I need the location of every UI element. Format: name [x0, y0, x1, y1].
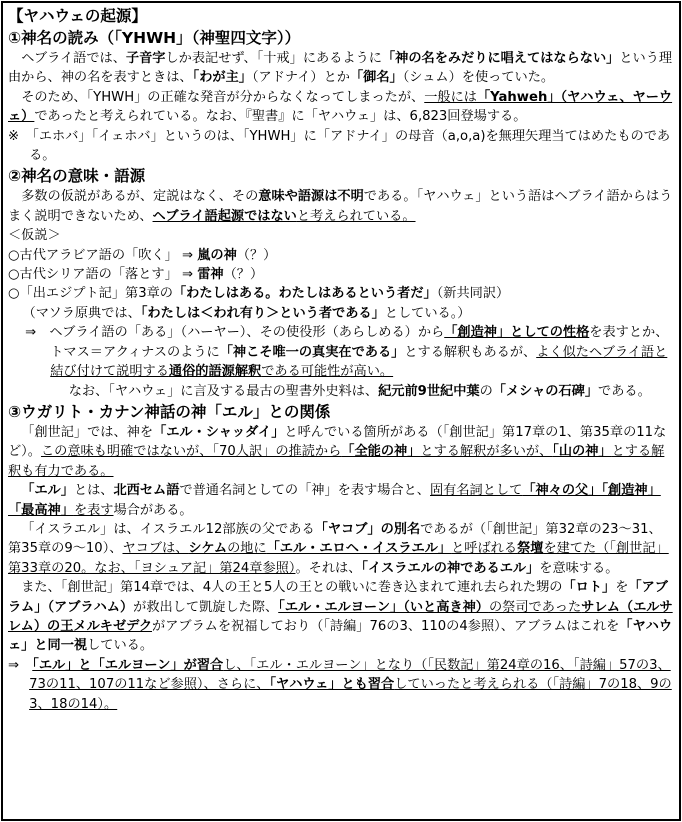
- text: なお、「ヤハウェ」に言及する最古の聖書外史料は、: [68, 383, 379, 399]
- emphasis: 通俗的語源解釈: [168, 364, 262, 380]
- text: また、「創世記」第14章では、4人の王と5人の王との戦いに巻き込まれて連れ去られた甥の: [21, 580, 563, 596]
- text: という理由から、神の名を表すときは、: [8, 51, 673, 86]
- text: を表すとか、トマス＝アクィナスのように: [50, 325, 669, 360]
- text: ⇒ ヘブライ語の「ある」（ハーヤー）、その使役形（あらしめる）から: [25, 325, 445, 341]
- emphasis: 「アブラム」（アブラハム）: [8, 580, 668, 615]
- text: 多数の仮説があるが、定説はなく、その: [21, 189, 259, 205]
- section-1-paragraph-2: [8, 88, 674, 127]
- section-3-heading: ③ウガリト・カナン神話の神「エル」との関係: [8, 402, 331, 421]
- emphasis: サレム（エルサレム）の王メルキゼデク: [8, 599, 673, 634]
- text: を: [615, 580, 629, 596]
- emphasis: 「神こそ唯一の真実在である」: [219, 344, 405, 360]
- section-1-paragraph-1: [8, 49, 674, 88]
- section-1-note: ※ 「エホバ」「イェホバ」というのは、「YHWH」に「アドナイ」の母音（a,o,a)を無理矢理当てはめたものである。: [8, 128, 671, 164]
- emphasis: 雷神: [197, 267, 224, 283]
- underlined: ヤコブは、: [122, 541, 189, 557]
- emphasis: 「創造神」としての性格: [444, 325, 590, 341]
- underlined: この意味も明確ではないが、「70人訳」の推読から: [40, 444, 342, 460]
- section-3-paragraph-4: [8, 578, 674, 656]
- underlined: とする解釈が多いが、: [420, 444, 553, 460]
- emphasis: 「エル・エロヘ・イスラエル」: [266, 541, 452, 557]
- emphasis: 「エル・シャッダイ」: [153, 424, 285, 440]
- text: 「イスラエル」は、イスラエル12部族の父である: [21, 521, 315, 537]
- emphasis: 「ロト」: [562, 580, 616, 596]
- hypothesis-3-masoretic: [8, 304, 674, 323]
- text: としている。）: [384, 305, 471, 321]
- text: が救出して凱旋した際、: [133, 599, 279, 615]
- text: の: [479, 383, 493, 399]
- underlined: である可能性が高い。: [261, 364, 394, 380]
- text: しか表記せず、「十戒」にあるように: [165, 51, 382, 66]
- text: を意味する。: [539, 560, 619, 576]
- section-2-tail-paragraph: [8, 382, 674, 401]
- text: （マソラ原典では、: [22, 305, 141, 321]
- text: とする解釈もあるが、: [404, 344, 537, 360]
- text: である。: [598, 383, 651, 399]
- underlined: し、「エル・エルヨーン」となり（「民数記」第24章の16、「詩編」57の3、73の11、107の11など参照）、さらに、: [29, 657, 671, 693]
- section-2-arrow-paragraph: [8, 323, 674, 381]
- text: （？）: [223, 267, 264, 283]
- text: である。「ヤハウェ」という語はヘブライ語からはうまく説明できないため、: [8, 189, 673, 224]
- text: ヘブライ語では、: [21, 51, 126, 66]
- text: 「創世記」では、神を: [21, 424, 154, 440]
- text: ○古代シリア語の「落とす」 ⇒: [8, 267, 198, 283]
- underlined: の地に: [227, 541, 267, 557]
- hypothesis-1: [8, 246, 674, 265]
- emphasis: 「神の名をみだりに唱えてはならない」: [382, 51, 620, 66]
- document-body: [3, 3, 679, 714]
- emphasis: 「神々の父」「創造神」「最高神」: [8, 483, 661, 518]
- emphasis: 「エル」: [21, 483, 74, 499]
- emphasis: 「山の神」: [552, 444, 612, 460]
- emphasis: ヘブライ語起源ではない: [152, 208, 297, 224]
- emphasis: 「ヤコブ」の別名: [314, 521, 421, 537]
- hypothesis-3: [8, 284, 674, 303]
- emphasis: シケム: [188, 541, 228, 557]
- emphasis: 「全能の神」: [341, 444, 421, 460]
- emphasis: 「わが主」: [192, 70, 252, 86]
- underlined: 固有名詞として: [430, 483, 523, 499]
- text: であるが（「創世記」第32章の23～31、第35章の9～10）、: [8, 521, 662, 557]
- document-frame: [1, 1, 681, 821]
- emphasis: 嵐の神: [197, 247, 237, 263]
- text: ○古代アラビア語の「吹く」 ⇒: [8, 247, 198, 263]
- underlined: していったと考えられる（「詩編」7の18、9の3、18の14）。: [29, 677, 672, 712]
- underlined: よく似たヘブライ語と結び付けて説明する: [50, 344, 668, 380]
- text: （シュム）を使っていた。: [402, 70, 555, 86]
- emphasis: 祭壇: [517, 541, 544, 557]
- section-3-paragraph-3: [8, 520, 674, 578]
- arrow-mark: ⇒: [8, 657, 33, 673]
- emphasis: 「わたしはある。わたしはあるという者だ」: [172, 286, 437, 302]
- emphasis: 「Yahweh」（ヤハウェ、ヤーウェ）: [8, 89, 673, 125]
- hypothesis-title: ＜仮説＞: [8, 228, 61, 244]
- text: と呼んでいる箇所がある（「創世記」第17章の1、第35章の11など）。: [8, 424, 667, 460]
- emphasis: 子音字: [125, 51, 166, 66]
- text: 場合がある。: [113, 502, 193, 518]
- emphasis: 「メシャの石碑」: [492, 383, 599, 399]
- section-2-heading: ②神名の意味・語源: [8, 167, 146, 186]
- underlined: とする解釈も有力である。: [8, 444, 665, 479]
- emphasis: 北西セム語: [113, 483, 180, 499]
- text: であったと考えられている。なお、『聖書』に「ヤハウェ」は、6,823回登場する。: [34, 109, 527, 125]
- emphasis: 紀元前9世紀中葉: [378, 383, 480, 399]
- emphasis: 意味や語源は不明: [258, 189, 364, 205]
- section-2-paragraph-1: [8, 187, 674, 226]
- emphasis: 「ヤハウェ」と同一視: [8, 618, 673, 654]
- text: がアブラムを祝福しており（「詩編」76の3、110の4参照）、アブラムはこれを: [152, 618, 620, 634]
- text: （？）: [236, 247, 277, 263]
- emphasis: 「エル」と「エルヨーン」が習合: [32, 657, 224, 673]
- emphasis: 「エル・エルヨーン」（いと高き神）: [278, 599, 489, 615]
- document-title: 【ヤハウェの起源】: [8, 7, 147, 25]
- section-1-heading: ①神名の読み（「YHWH」（神聖四文字））: [8, 29, 301, 47]
- underlined: 一般には: [424, 89, 477, 105]
- text: とは、: [73, 483, 114, 499]
- text: （アドナイ）とか: [251, 70, 350, 86]
- underlined: と考えられている。: [296, 208, 416, 224]
- section-3-paragraph-2: [8, 481, 674, 520]
- text: で普通名詞としての「神」を表す場合と、: [179, 483, 430, 499]
- underlined: を表す: [73, 502, 114, 518]
- emphasis: 「イスラエルの神であるエル」: [361, 560, 540, 576]
- underlined: と呼ばれる: [451, 541, 518, 557]
- text: （新共同訳）: [436, 286, 510, 302]
- underlined: の祭司であった: [488, 599, 582, 615]
- text: 。それは、: [295, 560, 362, 576]
- emphasis: 「わたしは＜われ有り＞という者である」: [140, 305, 385, 321]
- emphasis: 「ヤハウェ」とも習合: [269, 677, 395, 693]
- emphasis: 「御名」: [349, 70, 403, 86]
- hypothesis-2: [8, 265, 674, 284]
- section-3-paragraph-1: [8, 423, 674, 481]
- text: している。: [87, 638, 154, 654]
- underlined: を建てた（「創世記」第33章の20。なお、「ヨシュア記」第24章参照）: [8, 541, 669, 576]
- section-3-arrow-paragraph: [8, 656, 674, 714]
- text: そのため、「YHWH」の正確な発音が分からなくなってしまったが、: [21, 89, 425, 105]
- text: ○「出エジプト記」第3章の: [8, 286, 173, 302]
